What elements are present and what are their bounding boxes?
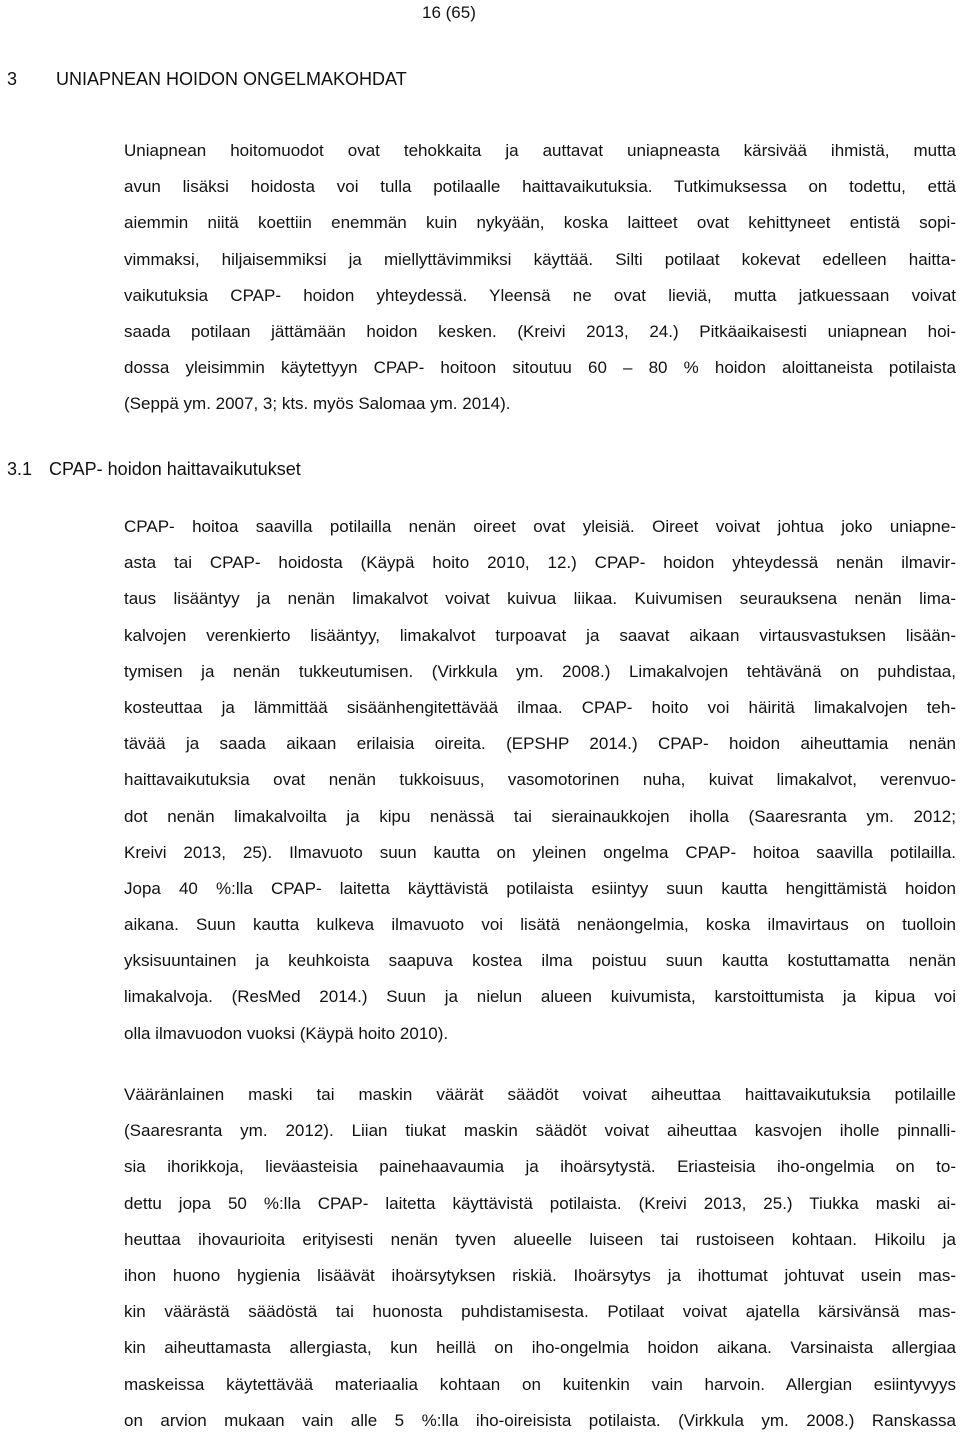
subsection-paragraph-2 [124, 1077, 956, 1439]
text-line: vimmaksi, hiljaisemmiksi ja miellyttävimmiksi käyttää. Silti potilaat kokevat edelleen haitta- [124, 249, 956, 269]
text-line: dossa yleisimmin käytettyyn CPAP- hoitoon sitoutuu 60 – 80 % hoidon aloittaneista potilaista [124, 358, 956, 378]
subsection-paragraph-1 [124, 509, 956, 1052]
text-line: Jopa 40 %:lla CPAP- laitetta käyttävistä potilaista esiintyy suun kautta hengittämistä hoidon [124, 878, 956, 898]
subsection-number: 3.1 [7, 459, 33, 479]
text-line: tymisen ja nenän tukkeutumisen. (Virkkula ym. 2008.) Limakalvojen tehtävänä on puhdistaa, [124, 661, 956, 681]
text-line: kin aiheuttamasta allergiasta, kun heillä on iho-ongelmia hoidon aikana. Varsinaista allergiaa [124, 1338, 956, 1358]
text-line: CPAP- hoitoa saavilla potilailla nenän oireet ovat yleisiä. Oireet voivat johtua joko uniapne- [124, 517, 956, 536]
text-line: taus lisääntyy ja nenän limakalvot voivat kuivua liikaa. Kuivumisen seurauksena nenän lima- [124, 589, 956, 609]
section-number: 3 [7, 69, 18, 89]
text-line: (Saaresranta ym. 2012). Liian tiukat maskin säädöt voivat aiheuttaa kasvojen iholle pinnalli- [124, 1121, 956, 1141]
text-line: kin väärästä säädöstä tai huonosta puhdistamisesta. Potilaat voivat ajatella kärsivänsä mas- [124, 1302, 956, 1322]
text-line: vaikutuksia CPAP- hoidon yhteydessä. Yleensä ne ovat lieviä, mutta jatkuessaan voivat [124, 285, 956, 305]
section-heading [7, 68, 407, 90]
section-title: UNIAPNEAN HOIDON ONGELMAKOHDAT [56, 69, 407, 89]
page-number: 16 (65) [422, 3, 476, 22]
text-line: kalvojen verenkierto lisääntyy, limakalvot turpoavat ja saavat aikaan virtausvastuksen lisään- [124, 625, 956, 645]
text-line: yksisuuntainen ja keuhkoista saapuva kostea ilma poistuu suun kautta kostuttamatta nenän [124, 951, 956, 971]
text-line: dettu jopa 50 %:lla CPAP- laitetta käyttävistä potilaista. (Kreivi 2013, 25.) Tiukka maski ai- [124, 1193, 956, 1213]
subsection-title: CPAP- hoidon haittavaikutukset [49, 459, 301, 479]
subsection-heading [7, 458, 301, 480]
section-intro-paragraph [124, 133, 956, 423]
text-line: Uniapnean hoitomuodot ovat tehokkaita ja auttavat uniapneasta kärsivää ihmistä, mutta [124, 141, 956, 160]
text-line: haittavaikutuksia ovat nenän tukkoisuus, vasomotorinen nuha, kuivat limakalvot, verenvuo- [124, 770, 956, 790]
text-line: heuttaa ihovaurioita erityisesti nenän tyven alueelle luiseen tai rustoiseen kohtaan. Hikoilu ja [124, 1229, 956, 1249]
text-line: Kreivi 2013, 25). Ilmavuoto suun kautta on yleinen ongelma CPAP- hoitoa saavilla potilailla. [124, 842, 956, 862]
text-line: limakalvoja. (ResMed 2014.) Suun ja nielun alueen kuivumista, karstoittumista ja kipua voi [124, 987, 956, 1007]
text-line: kosteuttaa ja lämmittää sisäänhengitettävää ilmaa. CPAP- hoito voi häiritä limakalvojen teh- [124, 697, 956, 717]
text-line: sia ihorikkoja, lieväasteisia painehaavaumia ja ihoärsytystä. Eriasteisia iho-ongelmia on to- [124, 1157, 956, 1177]
text-line: avun lisäksi hoidosta voi tulla potilaalle haittavaikutuksia. Tutkimuksessa on todettu, että [124, 177, 956, 197]
text-line: olla ilmavuodon vuoksi (Käypä hoito 2010). [124, 1023, 449, 1043]
text-line: asta tai CPAP- hoidosta (Käypä hoito 2010, 12.) CPAP- hoidon yhteydessä nenän ilmavir- [124, 553, 956, 573]
text-line: saada potilaan jättämään hoidon kesken. (Kreivi 2013, 24.) Pitkäaikaisesti uniapnean hoi- [124, 321, 956, 341]
text-line: (Seppä ym. 2007, 3; kts. myös Salomaa ym. 2014). [124, 394, 511, 414]
text-line: Vääränlainen maski tai maskin väärät säädöt voivat aiheuttaa haittavaikutuksia potilaille [124, 1085, 956, 1104]
text-line: aikana. Suun kautta kulkeva ilmavuoto voi lisätä nenäongelmia, koska ilmavirtaus on tuolloin [124, 915, 956, 935]
text-line: ihon huono hygienia lisäävät ihoärsytyksen riskiä. Ihoärsytys ja ihottumat johtuvat usein mas- [124, 1265, 956, 1285]
text-line: aiemmin niitä koettiin enemmän kuin nykyään, koska laitteet ovat kehittyneet entistä sopi- [124, 213, 956, 233]
text-line: dot nenän limakalvoilta ja kipu nenässä tai sierainaukkojen iholla (Saaresranta ym. 2012; [124, 806, 956, 826]
text-line: tävää ja saada aikaan erilaisia oireita. (EPSHP 2014.) CPAP- hoidon aiheuttamia nenän [124, 734, 956, 754]
text-line: maskeissa käytettävää materiaalia kohtaan on kuitenkin vain harvoin. Allergian esiintyvyys [124, 1374, 956, 1394]
text-line: on arvion mukaan vain alle 5 %:lla iho-oireisista potilaista. (Virkkula ym. 2008.) Ranskassa [124, 1410, 956, 1430]
